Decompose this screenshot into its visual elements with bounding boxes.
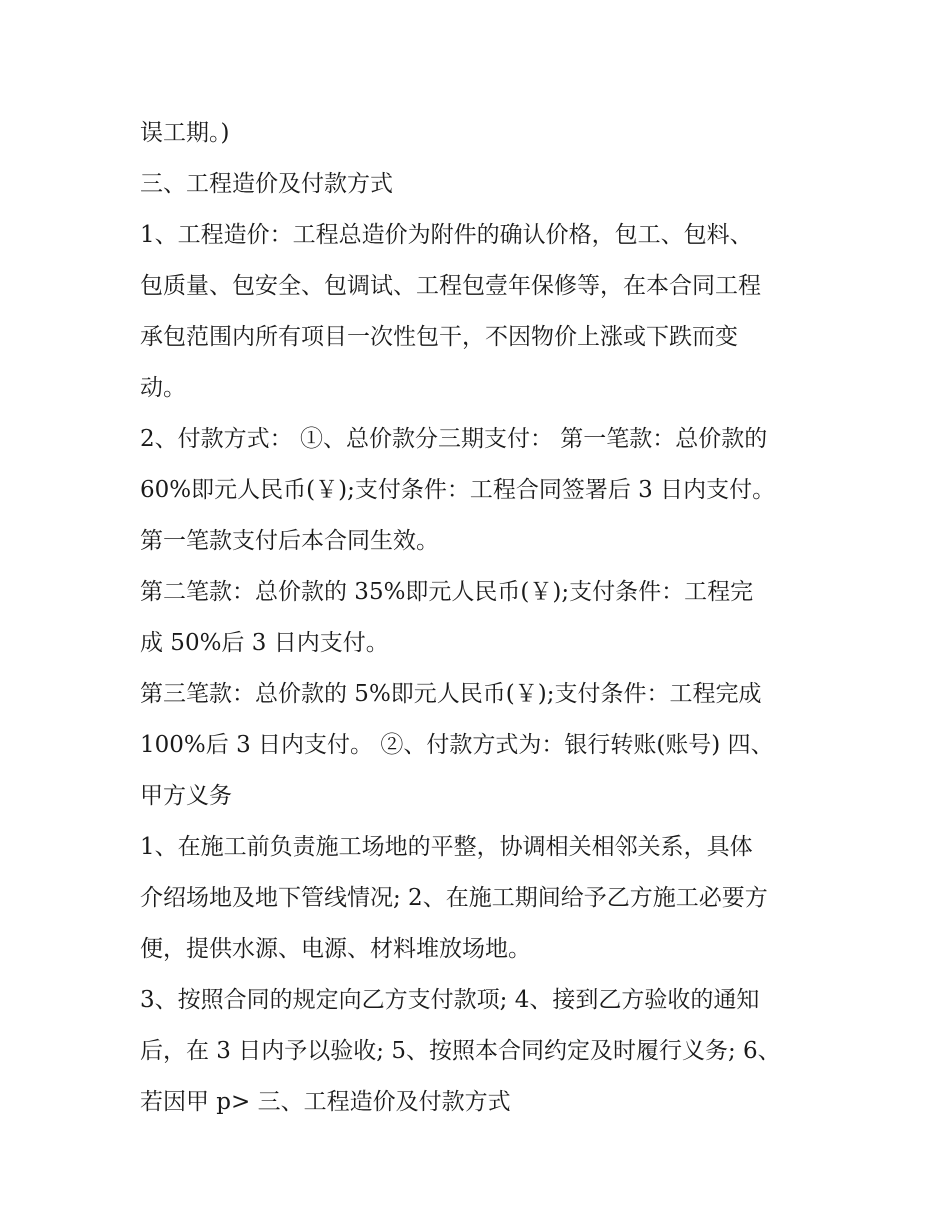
text-line: 1、工程造价：工程总造价为附件的确认价格，包工、包料、 [140, 222, 753, 248]
text-line: 2、付款方式： ①、总价款分三期支付： 第一笔款：总价款的 [140, 426, 768, 452]
text-line: 承包范围内所有项目一次性包干，不因物价上涨或下跌而变 [140, 324, 738, 350]
text-line: 介绍场地及地下管线情况; 2、在施工期间给予乙方施工必要方 [140, 885, 768, 911]
text-line: 便，提供水源、电源、材料堆放场地。 [140, 936, 531, 962]
text-line: 1、在施工前负责施工场地的平整，协调相关相邻关系，具体 [140, 834, 753, 860]
text-line: 100%后 3 日内支付。 ②、付款方式为：银行转账(账号) 四、 [140, 732, 774, 758]
text-line: 成 50%后 3 日内支付。 [140, 630, 389, 656]
contract-text [140, 108, 820, 1128]
text-line: 误工期。) [140, 120, 230, 146]
text-line: 3、按照合同的规定向乙方支付款项; 4、接到乙方验收的通知 [140, 987, 760, 1013]
text-line: 若因甲 p> 三、工程造价及付款方式 [140, 1089, 511, 1115]
text-line: 后，在 3 日内予以验收; 5、按照本合同约定及时履行义务; 6、 [140, 1038, 781, 1064]
text-line: 第二笔款：总价款的 35%即元人民币(￥);支付条件：工程完 [140, 579, 754, 605]
section-heading-cost-payment: 三、工程造价及付款方式 [140, 171, 393, 197]
section-heading-party-a-obligations: 甲方义务 [140, 783, 232, 809]
text-line: 包质量、包安全、包调试、工程包壹年保修等，在本合同工程 [140, 273, 761, 299]
text-line: 第三笔款：总价款的 5%即元人民币(￥);支付条件：工程完成 [140, 681, 762, 707]
text-line: 第一笔款支付后本合同生效。 [140, 528, 439, 554]
text-line: 60%即元人民币(￥);支付条件：工程合同签署后 3 日内支付。 [140, 477, 776, 503]
text-line: 动。 [140, 375, 186, 401]
